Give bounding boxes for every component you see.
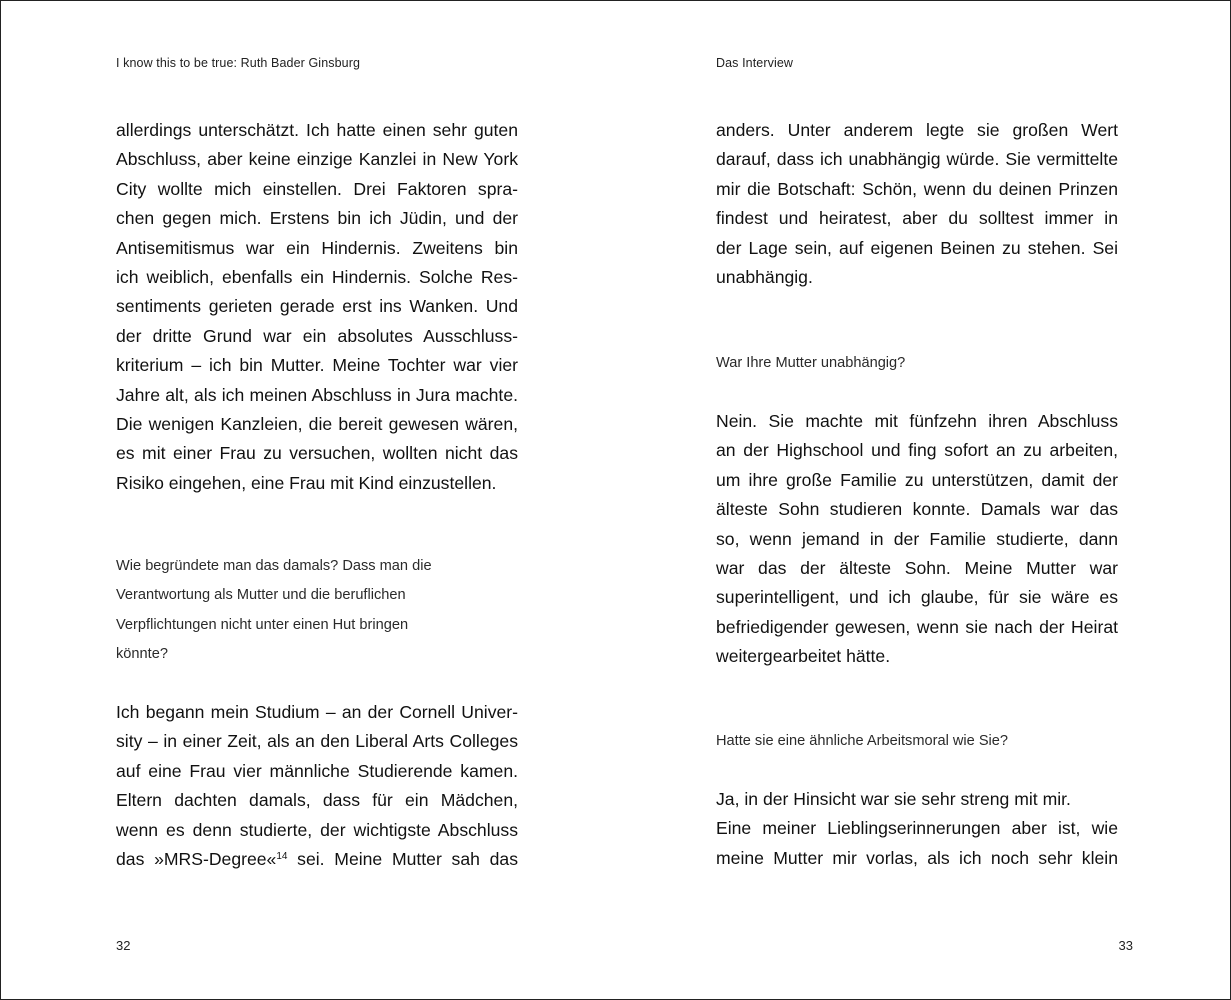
body-line: der Lage sein, auf eigenen Beinen zu stehen. Sei [716,237,1118,258]
body-line-with-footnote [116,845,518,874]
body-line: Die wenigen Kanzleien, die bereit gewesen wären, [116,413,518,434]
body-line: ich weiblich, ebenfalls ein Hindernis. Solche Res- [116,266,518,287]
body-line: befriedigender gewesen, wenn sie nach der Heirat [716,616,1118,637]
body-line: meine Mutter mir vorlas, als ich noch sehr klein [716,847,1118,868]
body-line: chen gegen mich. Erstens bin ich Jüdin, und der [116,208,518,229]
right-page [616,1,1230,999]
body-line: superintelligent, und ich glaube, für sie wäre es [716,587,1118,608]
question-line: War Ihre Mutter unabhängig? [716,355,906,371]
body-line: Jahre alt, als ich meinen Abschluss in Jura machte. [116,384,518,405]
body-line: unabhängig. [716,266,813,287]
right-answer-block-3 [716,785,1118,873]
right-interview-question-2 [716,727,1118,756]
right-answer-block-1 [716,116,1118,292]
left-page [1,1,616,999]
left-answer-block-1 [116,116,518,498]
page-number-right: 33 [1118,938,1133,953]
body-text: sei. Meine Mutter sah das [287,848,518,869]
body-line: sity – in einer Zeit, als an den Liberal Arts Colleges [116,731,518,752]
body-line: Nein. Sie machte mit fünfzehn ihren Abschluss [716,411,1118,431]
body-line: allerdings unterschätzt. Ich hatte einen sehr guten [116,120,518,140]
body-line: der dritte Grund war ein absolutes Ausschluss- [116,325,518,346]
body-line: mir die Botschaft: Schön, wenn du deinen Prinzen [716,178,1118,199]
body-line: war das der älteste Sohn. Meine Mutter war [716,557,1118,578]
body-line: weitergearbeitet hätte. [716,646,891,667]
question-line: Verantwortung als Mutter und die beruflichen [116,587,406,604]
body-line: an der Highschool und fing sofort an zu arbeiten, [716,440,1118,461]
body-line: Eltern dachten damals, dass für ein Mädchen, [116,790,518,811]
body-line: City wollte mich einstellen. Drei Faktoren spra- [116,178,518,199]
body-line: sentiments gerieten gerade erst ins Wanken. Und [116,296,518,317]
body-line: so, wenn jemand in der Familie studierte, dann [716,528,1118,549]
body-line: Eine meiner Lieblingserinnerungen aber ist, wie [716,818,1118,839]
question-line: könnte? [116,646,168,663]
body-line: findest und heiratest, aber du solltest immer in [716,208,1118,229]
right-running-head: Das Interview [716,56,794,70]
body-line: darauf, dass ich unabhängig würde. Sie vermittelte [716,149,1118,170]
left-running-head: I know this to be true: Ruth Bader Ginsburg [116,56,361,70]
body-line: um ihre große Familie zu unterstützen, damit der [716,469,1118,490]
body-line: auf eine Frau vier männliche Studierende kamen. [116,760,518,781]
right-answer-block-2 [716,407,1118,672]
footnote-marker: 14 [276,850,288,862]
left-answer-block-2 [116,698,518,874]
question-line: Wie begründete man das damals? Dass man die [116,558,432,574]
body-line: wenn es denn studierte, der wichtigste Abschluss [116,819,518,840]
body-line: kriterium – ich bin Mutter. Meine Tochter war vier [116,355,518,376]
body-line: Abschluss, aber keine einzige Kanzlei in New York [116,149,518,170]
body-line: Ja, in der Hinsicht war sie sehr streng mit mir. [716,789,1071,809]
question-line: Verpflichtungen nicht unter einen Hut bringen [116,616,409,633]
question-line: Hatte sie eine ähnliche Arbeitsmoral wie Sie? [716,733,1009,749]
body-line: älteste Sohn studieren konnte. Damals war das [716,499,1118,520]
body-line: es mit einer Frau zu versuchen, wollten nicht das [116,443,518,464]
body-text: das »MRS-Degree« [116,848,277,869]
page-number-left: 32 [116,938,131,953]
left-interview-question [116,552,518,670]
body-line: Ich begann mein Studium – an der Cornell Univer- [116,702,518,722]
body-line: anders. Unter anderem legte sie großen Wert [716,120,1118,140]
right-interview-question-1 [716,349,1118,378]
body-line: Risiko eingehen, eine Frau mit Kind einzustellen. [116,472,497,493]
body-line: Antisemitismus war ein Hindernis. Zweitens bin [116,237,518,258]
